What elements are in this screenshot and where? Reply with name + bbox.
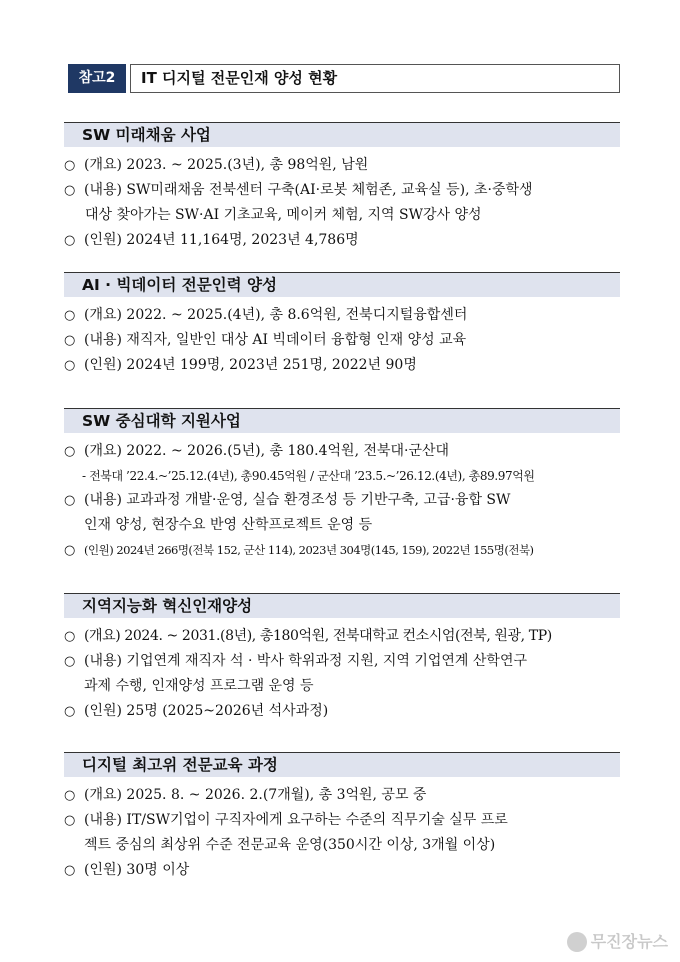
sub-item: - 전북대 ’22.4.~’25.12.(4년), 총90.45억원 / 군산대 ’23.5.~’26.12.(4년), 총89.97억원 — [82, 469, 535, 483]
bullet: ○ — [64, 358, 76, 373]
bullet: ○ — [64, 333, 76, 348]
bullet: ○ — [64, 813, 76, 828]
bullet: ○ — [64, 444, 76, 459]
bullet: ○ — [64, 493, 76, 508]
bullet: ○ — [64, 183, 76, 198]
bullet: ○ — [64, 308, 76, 323]
bullet: ○ — [64, 788, 76, 803]
bullet: ○ — [64, 629, 75, 644]
list-item: ○ (개요) 2024. ~ 2031.(8년), 총180억원, 전북대학교 컨소시엄(전북, 원광, TP) — [64, 624, 620, 649]
section-sw-future — [64, 122, 620, 253]
section-title: 디지털 최고위 전문교육 과정 — [64, 752, 620, 777]
section-title: SW 중심대학 지원사업 — [64, 408, 620, 433]
list-item: ○ (인원) 2024년 11,164명, 2023년 4,786명 — [64, 228, 620, 253]
list-item: ○ (개요) 2025. 8. ~ 2026. 2.(7개월), 총 3억원, 공모 중 — [64, 783, 620, 808]
bullet: ○ — [64, 543, 75, 558]
bullet: ○ — [64, 233, 76, 248]
list-item: ○ (개요) 2022. ~ 2025.(4년), 총 8.6억원, 전북디지털융합센터 — [64, 303, 620, 328]
watermark: 무진장뉴스 — [567, 929, 668, 953]
list-item: ○ (개요) 2023. ~ 2025.(3년), 총 98억원, 남원 — [64, 153, 620, 178]
reference-header — [68, 64, 620, 93]
bullet: ○ — [64, 863, 76, 878]
list-item: ○ (인원) 30명 이상 — [64, 858, 620, 883]
list-item: ○ (내용) IT/SW기업이 구직자에게 요구하는 수준의 직무기술 실무 프로 젝트 중심의 최상위 수준 전문교육 운영(350시간 이상, 3개월 이상) — [64, 808, 620, 858]
list-item: ○ (인원) 25명 (2025~2026년 석사과정) — [64, 699, 620, 724]
section-title: 지역지능화 혁신인재양성 — [64, 593, 620, 618]
list-item: ○ (개요) 2022. ~ 2026.(5년), 총 180.4억원, 전북대·군산대 — [64, 439, 620, 464]
bullet: ○ — [64, 704, 76, 719]
section-ai-bigdata — [64, 272, 620, 378]
section-digital-top — [64, 752, 620, 883]
section-title: AI · 빅데이터 전문인력 양성 — [64, 272, 620, 297]
list-item: ○ (내용) 재직자, 일반인 대상 AI 빅데이터 융합형 인재 양성 교육 — [64, 328, 620, 353]
list-item: ○ (인원) 2024년 199명, 2023년 251명, 2022년 90명 — [64, 353, 620, 378]
list-item: ○ (내용) SW미래채움 전북센터 구축(AI·로봇 체험존, 교육실 등), 초·중학생 대상 찾아가는 SW·AI 기초교육, 메이커 체험, 지역 SW강사 양성 — [64, 178, 620, 228]
section-sw-university — [64, 408, 620, 563]
list-item: ○ (내용) 교과과정 개발·운영, 실습 환경조성 등 기반구축, 고급·융합 SW 인재 양성, 현장수요 반영 산학프로젝트 운영 등 — [64, 488, 620, 538]
section-title: SW 미래채움 사업 — [64, 122, 620, 147]
list-item: ○ (인원) 2024년 266명(전북 152, 군산 114), 2023년 304명(145, 159), 2022년 155명(전북) — [64, 538, 620, 563]
bullet: ○ — [64, 654, 76, 669]
bullet: ○ — [64, 158, 76, 173]
watermark-logo-icon — [567, 932, 587, 952]
section-regional-ai — [64, 593, 620, 724]
reference-title: IT 디지털 전문인재 양성 현황 — [130, 64, 620, 93]
list-item: ○ (내용) 기업연계 재직자 석 · 박사 학위과정 지원, 지역 기업연계 산학연구 과제 수행, 인재양성 프로그램 운영 등 — [64, 649, 620, 699]
reference-tag: 참고2 — [68, 64, 126, 93]
